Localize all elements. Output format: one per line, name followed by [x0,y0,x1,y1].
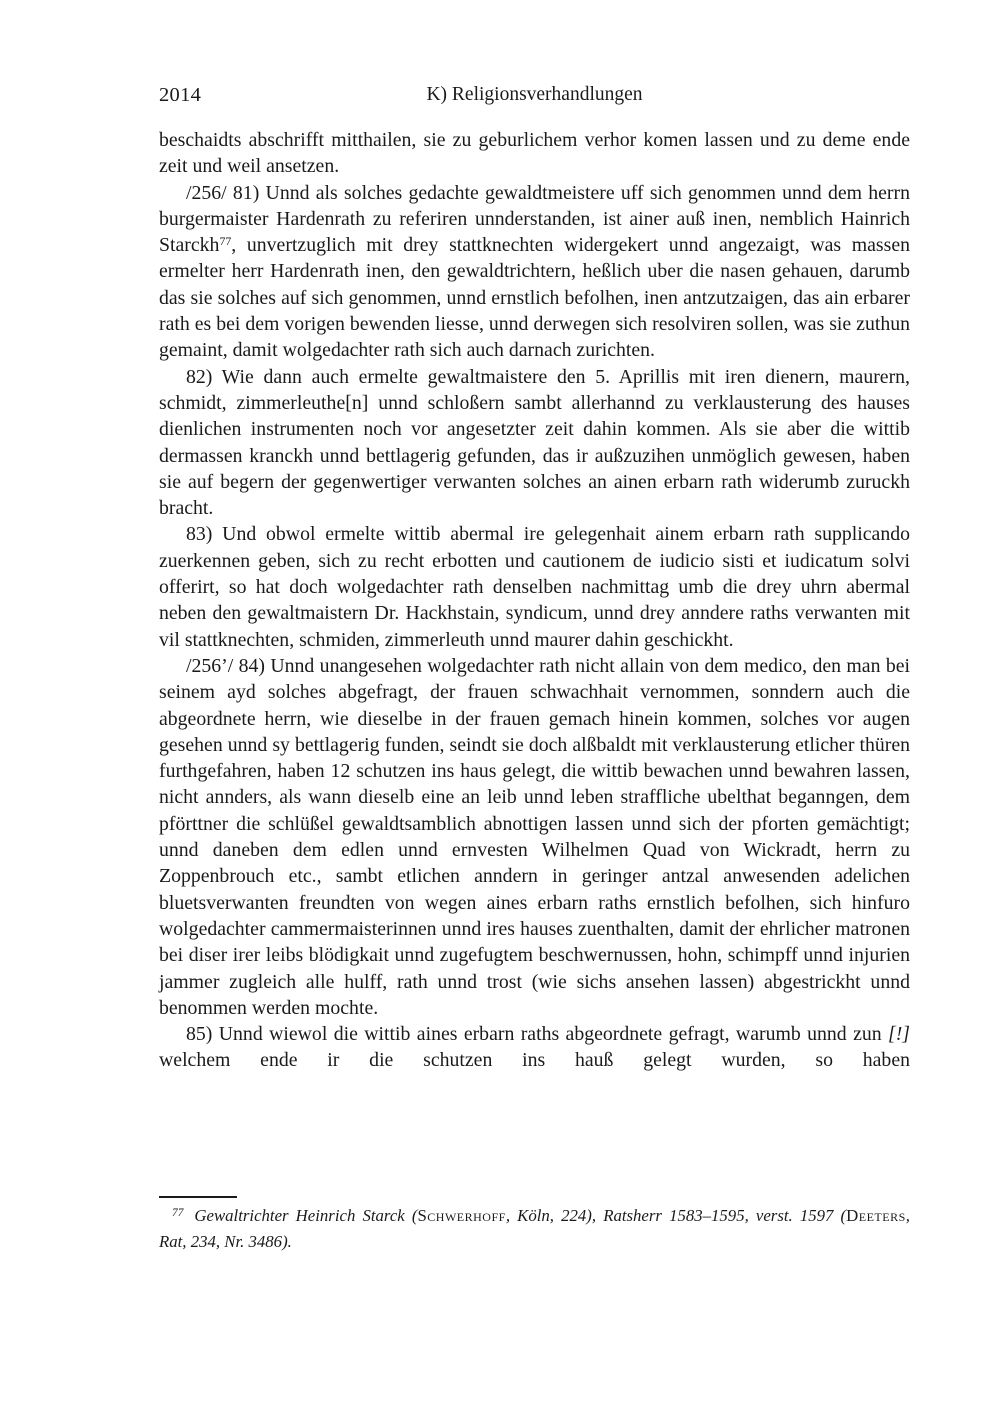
text-run: , Rat, 234, Nr. 3486). [159,1206,910,1251]
text-run: , Köln, 224), Ratsherr 1583–1595, verst. 1597 ( [505,1206,847,1225]
text-run: beschaidts abschrifft mitthailen, sie zu geburlichem verhor komen lassen und zu deme ende zeit und weil ansetzen. [159,129,910,178]
author-name: Schwerhoff [417,1206,506,1225]
footnote-77 [159,1203,910,1254]
paragraph-81 [159,180,910,364]
footnote-area [159,1196,910,1254]
text-run: /256’/ 84) Unnd unangesehen wolgedachter rath nicht allain von dem medico, den man bei seinem ayd solches abgefragt, der frauen schwachhait vernommen, sonndern auch die abgeordnete herrn, wie dieselbe in der frauen gemach hinein kommen, solches vor augen gesehen unnd sy bettlagerig funden, seindt sie doch alßbaldt mit verklausterung etlicher thüren furthgefahren, haben 12 schutzen ins haus gelegt, die wittib bewachen unnd bewahren lassen, nicht annders, als wann dieselb eine an leib unnd leben straffliche ubelthat beganngen, dem pförttner die schlüßel gewaldtsamblich abnottigen lassen unnd sich der pforten gemächtigt; unnd daneben dem edlen unnd ernvesten Wilhelmen Quad von Wickradt, herrn zu Zoppenbrouch etc., sambt etlichen anndern in geringer antzal anwesenden adelichen bluetsverwanten freundten von wegen aines erbarn raths ernstlich befolhen, sich hinfuro wolgedachter cammermaisterinnen unnd ires hauses zuenthalten, damit der ehrlicher matronen bei diser irer leibs blödigkait unnd zugefugtem beschwernussen, hohn, schimpff unnd injurien jammer zugleich alle hulff, rath unnd trost (wie sichs ansehen lassen) abgestrickht unnd benommen werden mochte. [159,654,910,1019]
author-name: Deeters [846,1206,906,1225]
text-run: 85) Unnd wiewol die wittib aines erbarn raths abgeordnete gefragt, warumb unnd zun [186,1023,889,1046]
text-run: /256/ 81) Unnd als solches gedachte gewaldtmeistere uff sich genommen unnd dem herrn burgermaister Hardenrath zu referiren unnderstanden, ist ainer auß inen, nemblich Hainrich Starckh [159,181,910,257]
paragraph-83 [159,521,910,652]
editorial-sic-marker: [!] [888,1023,910,1046]
paragraph-85 [159,1021,910,1074]
text-run: Gewaltrichter Heinrich Starck ( [194,1206,418,1225]
text-run: , unvertzuglich mit drey stattknechten widergekert unnd angezaigt, was massen ermelter herr Hardenrath inen, den gewaldtrichtern, heßlich uber die nasen gehauen, darumb das sie solches auf sich genommen, unnd ernstlich befolhen, inen antzutzaigen, das ain erbarer rath es bei dem vorigen bewenden liesse, unnd derwegen sich resolviren sollen, was sie zuthun gemaint, damit wolgedachter rath sich auch darnach zurichten. [159,234,910,362]
running-head: K) Religionsverhandlungen [426,84,643,105]
paragraph-84 [159,653,910,1021]
text-run: 83) Und obwol ermelte wittib abermal ire gelegenhait ainem erbarn rath supplicando zuerkennen geben, sich zu recht erbotten und cautionem de iudicio sisti et iudicatum solvi offerirt, so hat doch wolgedachter rath denselben nachmittag umb die drey uhrn abermal neben den gewaltmaistern Dr. Hackhstain, syndicum, unnd drey anndere raths verwanten mit vil stattknechten, schmiden, zimmerleuth unnd maurer dahin geschickht. [159,523,910,651]
page-header [159,84,910,108]
text-run: welchem ende ir die schutzen ins hauß gelegt wurden, so haben [159,1049,910,1072]
page-number: 2014 [159,84,202,106]
footnote-77-ref: 77 [219,234,232,249]
text-column [159,84,910,1074]
footnote-marker: 77 [172,1206,184,1219]
paragraph-82 [159,364,910,522]
paragraph-continuation [159,127,910,180]
text-run: 82) Wie dann auch ermelte gewaltmaistere den 5. Aprillis mit iren dienern, maurern, schmidt, zimmerleuthe[n] unnd schloßern sambt allerhannd zu verklausterung des hauses dienlichen instrumenten noch vor angesetzter zeit dahin kommen. Als sie aber die wittib dermassen kranckh unnd bettlagerig gefunden, das ir außzuzihen unmöglich gewesen, haben sie auf begern der gegenwertiger verwanten solches an ainen erbarn rath widerumb zuruckh bracht. [159,365,910,520]
footnote-text [159,1206,910,1251]
footnote-separator-rule [159,1196,237,1198]
text-block [159,127,910,1074]
